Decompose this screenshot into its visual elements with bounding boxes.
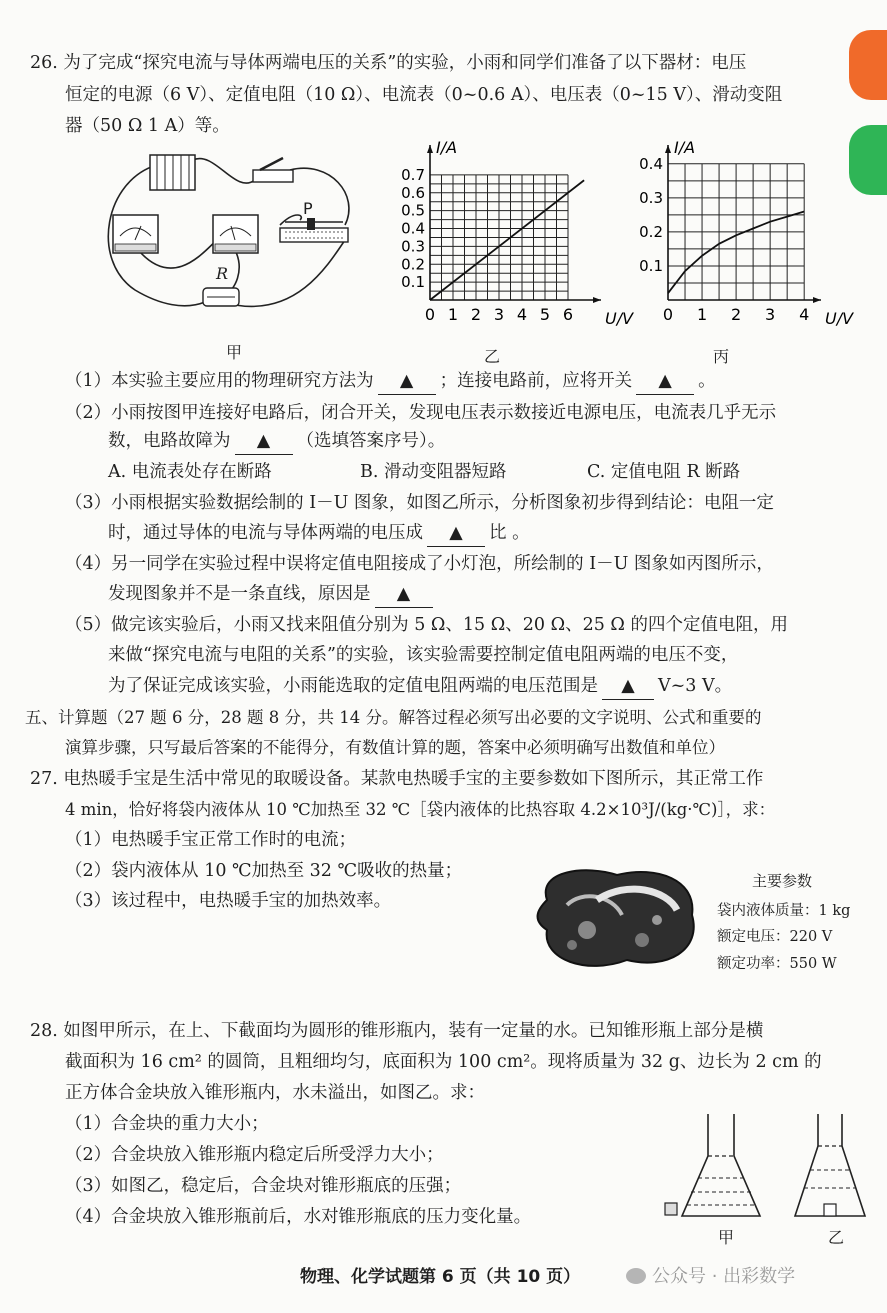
y-axis-arrow bbox=[665, 145, 671, 153]
q28-line-2: 截面积为 16 cm² 的圆筒，且粗细均匀，底面积为 100 cm²。现将质量为 32 g、边长为 2 cm 的 bbox=[65, 1052, 822, 1072]
figure-bing-label: 丙 bbox=[713, 347, 730, 366]
y-tick-label: 0.2 bbox=[639, 222, 663, 241]
circuit-diagram bbox=[95, 140, 365, 325]
q28-item-2: （2）合金块放入锥形瓶内稳定后所受浮力大小； bbox=[65, 1145, 444, 1165]
q26-sub2-line1: （2）小雨按图甲连接好电路后，闭合开关，发现电压表示数接近电源电压，电流表几乎无示 bbox=[65, 403, 777, 423]
resistor-icon bbox=[203, 288, 239, 306]
y-tick-label: 0.2 bbox=[401, 255, 425, 274]
x-tick-label: 3 bbox=[493, 305, 505, 324]
q26-sub4-line1: （4）另一同学在实验过程中误将定值电阻接成了小灯泡，所绘制的 I－U 图象如丙图所示， bbox=[65, 554, 774, 574]
y-axis-label: I/A bbox=[436, 138, 458, 157]
x-tick-label: 2 bbox=[731, 305, 742, 324]
iu-chart-yi bbox=[390, 138, 634, 335]
y-tick-label: 0.5 bbox=[401, 201, 425, 220]
x-tick-label: 3 bbox=[765, 305, 776, 324]
q28-item-3: （3）如图乙，稳定后，合金块对锥形瓶底的压强； bbox=[65, 1176, 462, 1196]
y-tick-label: 0.1 bbox=[639, 256, 663, 275]
q26-sub1: （1）本实验主要应用的物理研究方法为 ▲ ；连接电路前，应将开关 ▲ 。 bbox=[65, 368, 716, 395]
q26-line-3: 器（50 Ω 1 A）等。 bbox=[65, 116, 230, 136]
y-axis-arrow bbox=[427, 145, 433, 153]
q28-line-3: 正方体合金块放入锥形瓶内，水未溢出，如图乙。求： bbox=[65, 1083, 485, 1103]
param-power: 额定功率：550 W bbox=[717, 956, 837, 972]
alloy-cube-outside bbox=[665, 1203, 677, 1215]
x-tick-label: 0 bbox=[662, 305, 674, 324]
param-mass: 袋内液体质量：1 kg bbox=[717, 903, 851, 919]
rheostat-slider-label: P bbox=[303, 199, 313, 218]
x-tick-label: 2 bbox=[470, 305, 482, 324]
x-tick-label: 1 bbox=[696, 305, 708, 324]
q26-sub2-line2: 数，电路故障为 ▲ （选填答案序号）。 bbox=[108, 428, 445, 455]
x-tick-label: 6 bbox=[562, 305, 574, 324]
y-tick-label: 0.1 bbox=[401, 273, 425, 292]
voltmeter-icon bbox=[213, 215, 258, 253]
alloy-cube-inside bbox=[824, 1204, 836, 1216]
flask-jia bbox=[682, 1114, 760, 1216]
q27-item-1: （1）电热暖手宝正常工作时的电流； bbox=[65, 830, 357, 850]
q27-item-2: （2）袋内液体从 10 ℃加热至 32 ℃吸收的热量； bbox=[65, 861, 463, 881]
q28-item-4: （4）合金块放入锥形瓶前后，水对锥形瓶底的压力变化量。 bbox=[65, 1207, 532, 1227]
y-axis-label: I/A bbox=[674, 138, 696, 157]
page-footer: 物理、化学试题第 6 页（共 10 页） bbox=[300, 1267, 581, 1287]
rheostat-icon bbox=[280, 218, 348, 242]
q26-sub3-line2: 时，通过导体的电流与导体两端的电压成 ▲ 比 。 bbox=[108, 520, 530, 547]
x-axis-arrow bbox=[813, 297, 821, 303]
q28-item-1: （1）合金块的重力大小； bbox=[65, 1114, 269, 1134]
x-tick-label: 4 bbox=[516, 305, 528, 324]
figure-yi-label: 乙 bbox=[484, 347, 501, 366]
x-axis-arrow bbox=[593, 297, 601, 303]
section-5-line2: 演算步骤，只写最后答案的不能得分，有数值计算的题，答案中必须明确写出数值和单位） bbox=[65, 738, 725, 757]
section-5-heading: 五、计算题（27 题 6 分，28 题 8 分，共 14 分。解答过程必须写出必要的文字说明、公式和重要的 bbox=[25, 708, 762, 727]
q26-option-c: C. 定值电阻 R 断路 bbox=[587, 462, 741, 482]
q26-sub5-line3: 为了保证完成该实验，小雨能选取的定值电阻两端的电压范围是 ▲ V~3 V。 bbox=[108, 673, 732, 700]
x-tick-label: 4 bbox=[799, 305, 810, 324]
switch-icon bbox=[253, 158, 293, 182]
y-tick-label: 0.3 bbox=[401, 237, 425, 256]
q26-sub5-line2: 来做“探究电流与电阻的关系”的实验，该实验需要控制定值电阻两端的电压不变， bbox=[108, 645, 739, 665]
param-voltage: 额定电压：220 V bbox=[717, 929, 833, 945]
q26-sub3-line1: （3）小雨根据实验数据绘制的 I－U 图象，如图乙所示，分析图象初步得到结论：电阻一定 bbox=[65, 493, 774, 513]
y-tick-label: 0.3 bbox=[639, 188, 663, 207]
y-tick-label: 0.6 bbox=[401, 183, 425, 202]
x-tick-label: 1 bbox=[447, 305, 459, 324]
side-tab-orange[interactable] bbox=[849, 30, 887, 100]
q28-line-1: 28. 如图甲所示，在上、下截面均为圆形的锥形瓶内，装有一定量的水。已知锥形瓶上部分是横 bbox=[30, 1021, 764, 1041]
flask-yi-label: 乙 bbox=[828, 1228, 845, 1247]
params-title: 主要参数 bbox=[752, 872, 813, 890]
q27-line-1: 27. 电热暖手宝是生活中常见的取暖设备。某款电热暖手宝的主要参数如下图所示，其正常工作 bbox=[30, 769, 764, 789]
wechat-icon bbox=[626, 1268, 646, 1284]
flask-jia-label: 甲 bbox=[718, 1228, 735, 1247]
y-tick-label: 0.4 bbox=[639, 154, 663, 173]
ammeter-icon bbox=[113, 215, 158, 253]
iu-chart-bing bbox=[628, 138, 854, 335]
flask-yi bbox=[795, 1114, 865, 1216]
flask-diagram bbox=[660, 1108, 860, 1223]
x-axis-label: U/V bbox=[605, 309, 634, 328]
q26-line-1: 26. 为了完成“探究电流与导体两端电压的关系”的实验，小雨和同学们准备了以下器材：电压 bbox=[30, 53, 747, 73]
q26-line-2: 恒定的电源（6 V）、定值电阻（10 Ω）、电流表（0~0.6 A）、电压表（0~15 V）、滑动变阻 bbox=[65, 85, 783, 105]
q26-sub5-line1: （5）做完该实验后，小雨又找来阻值分别为 5 Ω、15 Ω、20 Ω、25 Ω 的四个定值电阻，用 bbox=[65, 615, 788, 635]
q26-sub4-line2: 发现图象并不是一条直线，原因是 ▲ bbox=[108, 581, 437, 608]
watermark: 公众号 · 出彩数学 bbox=[626, 1262, 795, 1288]
q26-option-a: A. 电流表处存在断路 bbox=[108, 462, 272, 482]
q27-item-3: （3）该过程中，电热暖手宝的加热效率。 bbox=[65, 891, 392, 911]
x-axis-label: U/V bbox=[825, 309, 854, 328]
side-tab-green[interactable] bbox=[849, 125, 887, 195]
q27-line-2: 4 min，恰好将袋内液体从 10 ℃加热至 32 ℃［袋内液体的比热容取 4.2×10³J/(kg·℃)］，求： bbox=[65, 800, 776, 819]
battery-icon bbox=[150, 155, 195, 190]
x-tick-label: 5 bbox=[539, 305, 551, 324]
x-tick-label: 0 bbox=[424, 305, 436, 324]
resistor-label: R bbox=[216, 264, 229, 283]
hand-warmer-image bbox=[527, 860, 702, 975]
figure-jia-label: 甲 bbox=[226, 343, 243, 362]
y-tick-label: 0.4 bbox=[401, 219, 425, 238]
q26-option-b: B. 滑动变阻器短路 bbox=[360, 462, 507, 482]
y-tick-label: 0.7 bbox=[401, 165, 425, 184]
